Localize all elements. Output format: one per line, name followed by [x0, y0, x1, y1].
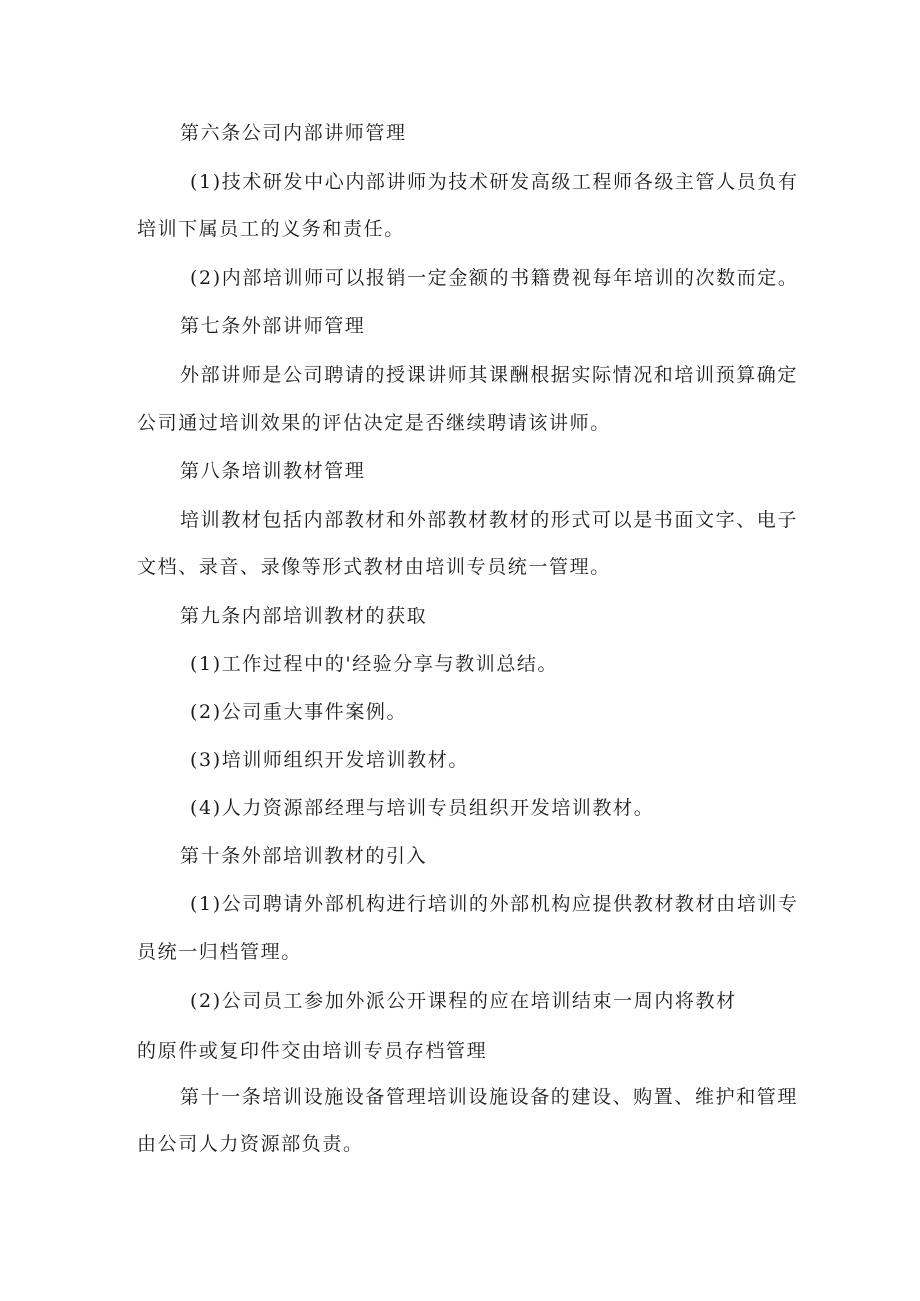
- article-11-paragraph-cont: 由公司人力资源部负责。: [137, 1133, 364, 1155]
- article-10-item-1-cont: 员统一归档管理。: [137, 941, 302, 963]
- article-8-heading: 第八条培训教材管理: [180, 460, 366, 482]
- article-10-item-2: (2)公司员工参加外派公开课程的应在培训结束一周内将教材: [190, 990, 737, 1012]
- article-6-item-1: (1)技术研发中心内部讲师为技术研发高级工程师各级主管人员负有: [190, 171, 799, 193]
- article-6-item-1-cont: 培训下属员工的义务和责任。: [137, 218, 405, 240]
- article-9-item-4: (4)人力资源部经理与培训专员组织开发培训教材。: [190, 797, 655, 819]
- article-8-paragraph: 培训教材包括内部教材和外部教材教材的形式可以是书面文字、电子: [180, 509, 799, 531]
- article-9-item-1: (1)工作过程中的'经验分享与教训总结。: [190, 653, 559, 675]
- article-9-item-3: (3)培训师组织开发培训教材。: [190, 749, 469, 771]
- article-10-item-2-cont: 的原件或复印件交由培训专员存档管理: [137, 1040, 488, 1062]
- article-11-paragraph: 第十一条培训设施设备管理培训设施设备的建设、购置、维护和管理: [180, 1086, 799, 1108]
- article-9-heading: 第九条内部培训教材的获取: [180, 605, 428, 627]
- article-6-item-2: (2)内部培训师可以报销一定金额的书籍费视每年培训的次数而定。: [190, 267, 799, 289]
- article-10-heading: 第十条外部培训教材的引入: [180, 845, 428, 867]
- article-7-heading: 第七条外部讲师管理: [180, 315, 366, 337]
- article-6-heading: 第六条公司内部讲师管理: [180, 122, 407, 144]
- article-7-paragraph: 外部讲师是公司聘请的授课讲师其课酬根据实际情况和培训预算确定: [180, 364, 799, 386]
- article-8-paragraph-cont: 文档、录音、录像等形式教材由培训专员统一管理。: [137, 556, 611, 578]
- article-7-paragraph-cont: 公司通过培训效果的评估决定是否继续聘请该讲师。: [137, 412, 611, 434]
- article-9-item-2: (2)公司重大事件案例。: [190, 701, 408, 723]
- article-10-item-1: (1)公司聘请外部机构进行培训的外部机构应提供教材教材由培训专: [190, 893, 799, 915]
